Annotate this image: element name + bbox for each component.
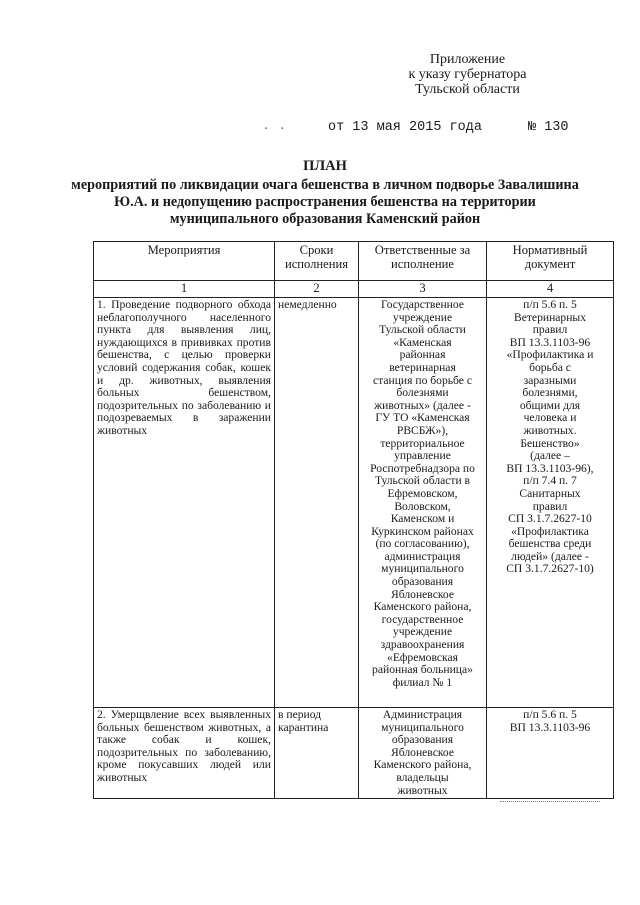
document-title	[60, 158, 590, 228]
header-deadlines: Сроки исполнения	[275, 242, 359, 281]
table-header-row	[94, 242, 614, 281]
deadline-cell: немедленно	[275, 298, 359, 708]
column-number: 2	[275, 281, 359, 298]
table-column-numbers-row	[94, 281, 614, 298]
column-number: 1	[94, 281, 275, 298]
header-regulation: Нормативный документ	[487, 242, 614, 281]
responsible-cell: Администрация муниципального образования Яблоневское Каменского района, владельцы животных	[373, 708, 472, 797]
scan-dotted-line	[500, 801, 600, 802]
annex-line-3: Тульской области	[415, 82, 520, 97]
regulation-cell: п/п 5.6 п. 5 ВП 13.3.1103-96	[509, 708, 591, 734]
responsible-cell: Государственное учреждение Тульской области «Каменская районная ветеринарная станция по борьбе с болезнями животных» (далее - ГУ ТО «Каменская РВСБЖ»), территориальное управление Роспотребнадзора по Тульской области в Ефремовском, Воловском, Каменском и Куркинском районах (по согласованию), администрация муниципального образования Яблоневское Каменского района, государственное учреждение здравоохранения «Ефремовская районная больница» филиал № 1	[370, 298, 475, 689]
measure-cell: 1. Проведение подворного обхода неблагополучного населенного пункта для выявления лиц, нуждающихся в прививках против бешенства, с целью проверки условий содержания собак, кошек и др. животных, выявления больных бешенством, подозрительных по заболеванию и подозреваемых в заражении животных	[94, 298, 275, 708]
scan-marks: ٠ ٠	[262, 122, 287, 137]
header-responsible: Ответственные за исполнение	[359, 242, 487, 281]
column-number: 4	[487, 281, 614, 298]
table-row	[94, 298, 614, 708]
table-row	[94, 708, 614, 799]
measure-cell: 2. Умерщвление всех выявленных больных бешенством животных, а также собак и кошек, подозрительных по заболеванию, кроме покусавших людей или животных	[94, 708, 275, 799]
regulation-cell: п/п 5.6 п. 5 Ветеринарных правил ВП 13.3.1103-96 «Профилактика и борьба с заразными болезнями, общими для человека и животных. Бешенство» (далее – ВП 13.3.1103-96), п/п 7.4 п. 7 Санитарных правил СП 3.1.7.2627-10 «Профилактика бешенства среди людей» (далее - СП 3.1.7.2627-10)	[506, 298, 594, 576]
decree-date: от 13 мая 2015 года	[328, 120, 482, 135]
annex-line-2: к указу губернатора	[408, 67, 527, 82]
title-heading: ПЛАН	[303, 158, 347, 174]
column-number: 3	[359, 281, 487, 298]
annex-line-1: Приложение	[429, 52, 506, 67]
header-measures: Мероприятия	[94, 242, 275, 281]
annex-header	[380, 52, 555, 97]
title-subtitle: мероприятий по ликвидации очага бешенства в личном подворье Завалишина Ю.А. и недопущению распространения бешенства на территории муниципального образования Каменский район	[71, 177, 579, 227]
decree-number: № 130	[528, 120, 569, 135]
deadline-cell: в период карантина	[278, 708, 329, 734]
measures-table	[93, 241, 614, 799]
